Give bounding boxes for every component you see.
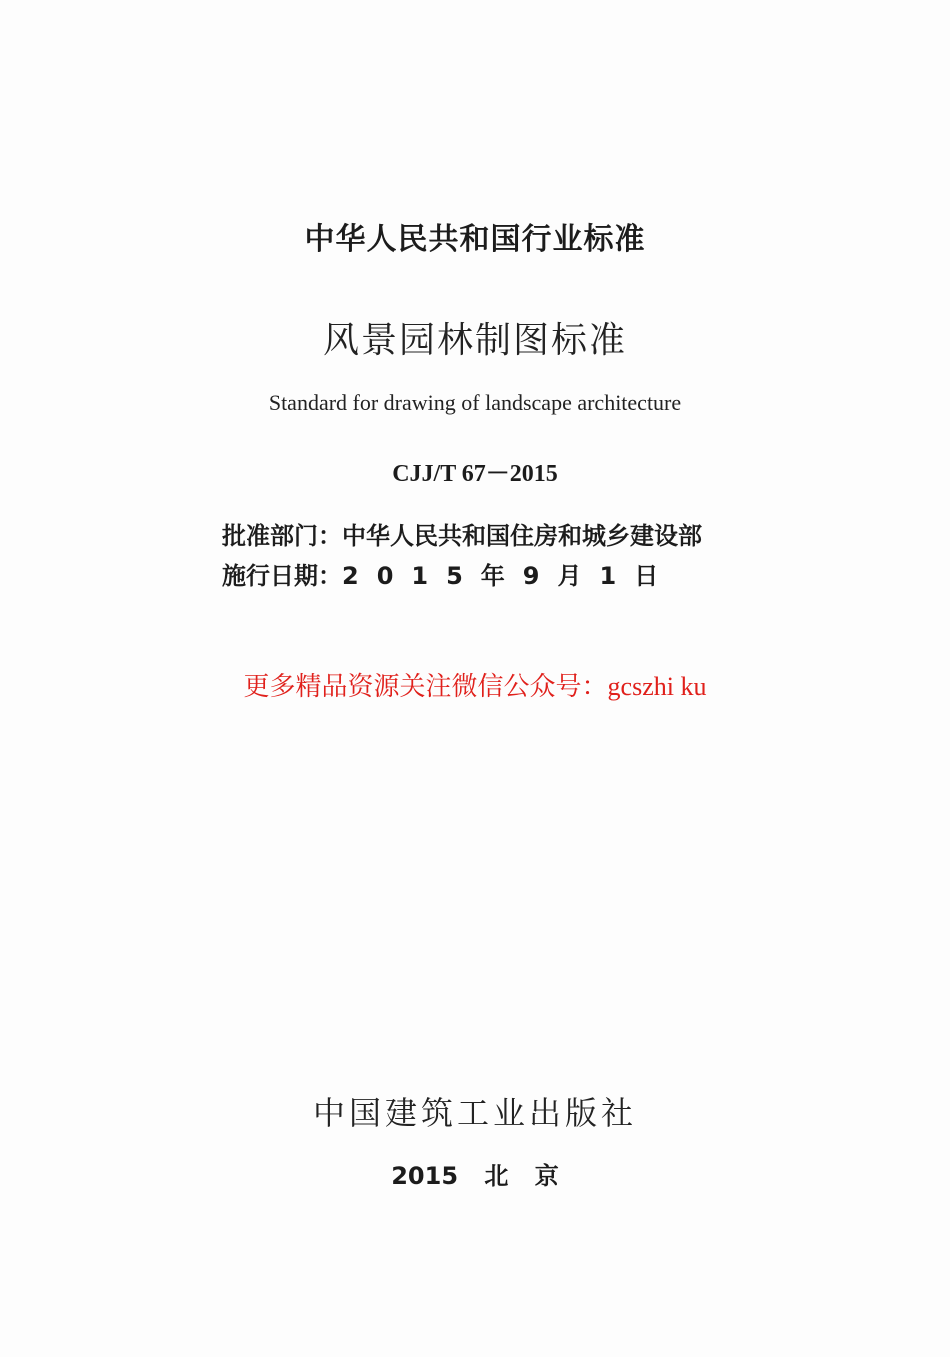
publish-year-place: 2015 北 京: [391, 1162, 559, 1190]
watermark-text: 更多精品资源关注微信公众号：gcszhi ku: [243, 672, 707, 701]
approval-value: 中华人民共和国住房和城乡建设部: [342, 522, 702, 550]
effective-date-line: [222, 556, 676, 591]
approval-line: [222, 516, 702, 551]
standard-series: 中华人民共和国行业标准: [304, 222, 646, 257]
publisher-name: 中国建筑工业出版社: [312, 1094, 637, 1132]
approval-label: 批准部门：: [222, 522, 342, 550]
title-english: Standard for drawing of landscape architecture: [268, 390, 682, 415]
effective-label: 施行日期：: [222, 562, 342, 590]
title-chinese: 风景园林制图标准: [322, 320, 627, 361]
standard-code: CJJ/T 67－2015: [392, 461, 558, 487]
effective-value: 2015年9月1日: [342, 562, 677, 590]
